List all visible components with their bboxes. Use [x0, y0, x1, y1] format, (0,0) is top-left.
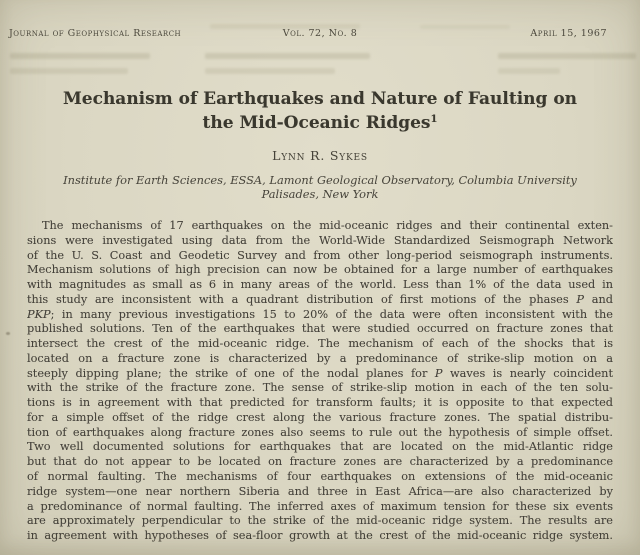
author-name: Lynn R. Sykes — [272, 148, 368, 163]
article-title-line2: the Mid-Oceanic Ridges$^1$ — [202, 112, 438, 133]
abstract-line: Mechanism solutions of high precision can now be obtained for a large number of earthquakes — [27, 263, 613, 277]
abstract-line: in agreement with hypotheses of sea-floor growth at the crest of the mid-oceanic ridge system. — [27, 529, 613, 543]
abstract-line: with magnitudes as small as 6 in many areas of the world. Less than 1% of the data used in — [27, 278, 613, 292]
abstract-line: intersect the crest of the mid-oceanic ridge. The mechanism of each of the shocks that is — [27, 337, 613, 351]
volume-issue: Vol. 72, No. 8 — [282, 28, 358, 39]
abstract-line: located on a fracture zone is characterized by a predominance of strike-slip motion on a — [27, 351, 613, 365]
bleed-through-text — [205, 68, 335, 74]
abstract — [27, 219, 613, 544]
abstract-line: this study are inconsistent with a quadrant distribution of first motions of the phases P and — [27, 292, 613, 306]
bleed-through-text — [10, 53, 150, 59]
journal-name: Journal of Geophysical Research — [9, 28, 182, 39]
abstract-line: published solutions. Ten of the earthquakes that were studied occurred on fracture zones that — [27, 322, 613, 336]
title-footnote-mark: 1 — [430, 113, 438, 125]
article-title-line1: Mechanism of Earthquakes and Nature of Faulting on — [62, 89, 578, 109]
abstract-line: of normal faulting. The mechanisms of four earthquakes on extensions of the mid-oceanic — [27, 470, 613, 484]
abstract-line: with the strike of the fracture zone. The sense of strike-slip motion in each of the ten solu- — [27, 381, 613, 395]
bleed-through-text — [205, 53, 370, 59]
abstract-line: of the U. S. Coast and Geodetic Survey and from other long-period seismograph instruments. — [27, 248, 613, 262]
author-affiliation — [0, 174, 640, 201]
abstract-line: ridge system—one near northern Siberia and three in East Africa—are also characterized by — [27, 484, 613, 498]
abstract-line: PKP; in many previous investigations 15 to 20% of the data were often inconsistent with the — [27, 307, 613, 321]
abstract-line: a predominance of normal faulting. The inferred axes of maximum tension for these six events — [27, 499, 613, 513]
abstract-line: are approximately perpendicular to the strike of the mid-oceanic ridge system. The results are — [27, 514, 613, 528]
abstract-line: Two well documented solutions for earthquakes that are located on the mid-Atlantic ridge — [27, 440, 613, 454]
affiliation-line2: Palisades, New York — [261, 186, 379, 201]
article-title — [0, 90, 640, 133]
abstract-line: steeply dipping plane; the strike of one of the nodal planes for P waves is nearly coincident — [27, 366, 613, 380]
abstract-line: tion of earthquakes along fracture zones also seems to rule out the hypothesis of simple offset. — [27, 425, 613, 439]
issue-date: April 15, 1967 — [530, 28, 607, 39]
abstract-line: sions were investigated using data from the World-Wide Standardized Seismograph Network — [27, 233, 613, 247]
bleed-through-text — [10, 68, 128, 74]
abstract-line: tions is in agreement with that predicted for transform faults; it is opposite to that expected — [27, 396, 613, 410]
bleed-through-text — [498, 68, 560, 74]
abstract-line: for a simple offset of the ridge crest along the various fracture zones. The spatial distribu- — [27, 410, 613, 424]
affiliation-line1: Institute for Earth Sciences, ESSA, Lamont Geological Observatory, Columbia University — [63, 173, 577, 187]
abstract-line: but that do not appear to be located on fracture zones are characterized by a predominance — [27, 455, 613, 469]
abstract-line: The mechanisms of 17 earthquakes on the mid-oceanic ridges and their continental exten- — [42, 219, 613, 232]
bleed-through-text — [498, 53, 636, 59]
scan-speck — [6, 332, 10, 335]
